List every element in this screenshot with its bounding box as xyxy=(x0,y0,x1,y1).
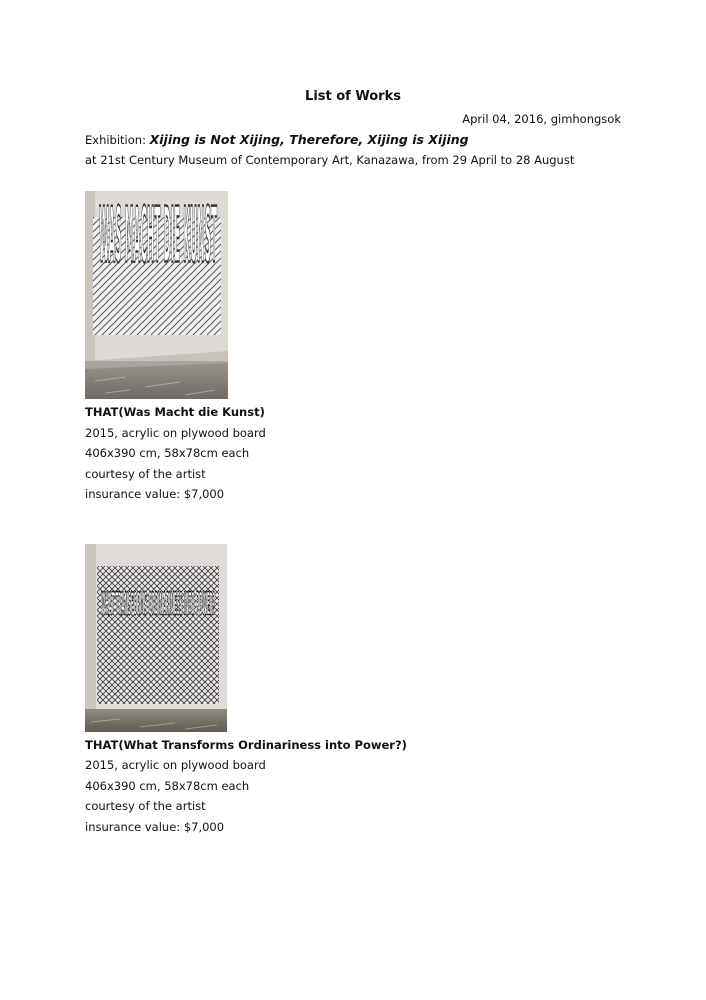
artwork-text: WAS MACHT DIE KUNST xyxy=(99,191,218,281)
work-2-dimensions: 406x390 cm, 58x78cm each xyxy=(85,779,250,793)
work-1-medium: 2015, acrylic on plywood board xyxy=(85,426,266,440)
work-2-title: THAT(What Transforms Ordinariness into Power?) xyxy=(85,738,407,752)
work-1-insurance: insurance value: $7,000 xyxy=(85,487,225,501)
artwork-image-what-transforms xyxy=(85,544,227,732)
dateline: April 04, 2016, gimhongsok xyxy=(462,112,621,126)
exhibition-label: Exhibition: xyxy=(85,133,146,147)
artwork-text: WHAT TRANSFORMS ORDINARINESS INTO POWER? xyxy=(101,586,215,623)
work-1-credit: courtesy of the artist xyxy=(85,467,206,481)
work-2-credit: courtesy of the artist xyxy=(85,799,206,813)
exhibition-name: Xijing is Not Xijing, Therefore, Xijing is Xijing xyxy=(149,132,469,147)
work-1-title: THAT(Was Macht die Kunst) xyxy=(85,405,265,419)
document-title: List of Works xyxy=(305,89,401,104)
venue-line: at 21st Century Museum of Contemporary Art, Kanazawa, from 29 April to 28 August xyxy=(85,153,575,167)
work-2-medium: 2015, acrylic on plywood board xyxy=(85,758,266,772)
work-1-dimensions: 406x390 cm, 58x78cm each xyxy=(85,446,250,460)
exhibition-line xyxy=(85,132,469,147)
work-2-insurance: insurance value: $7,000 xyxy=(85,820,225,834)
artwork-image-was-macht-die-kunst xyxy=(85,191,228,399)
